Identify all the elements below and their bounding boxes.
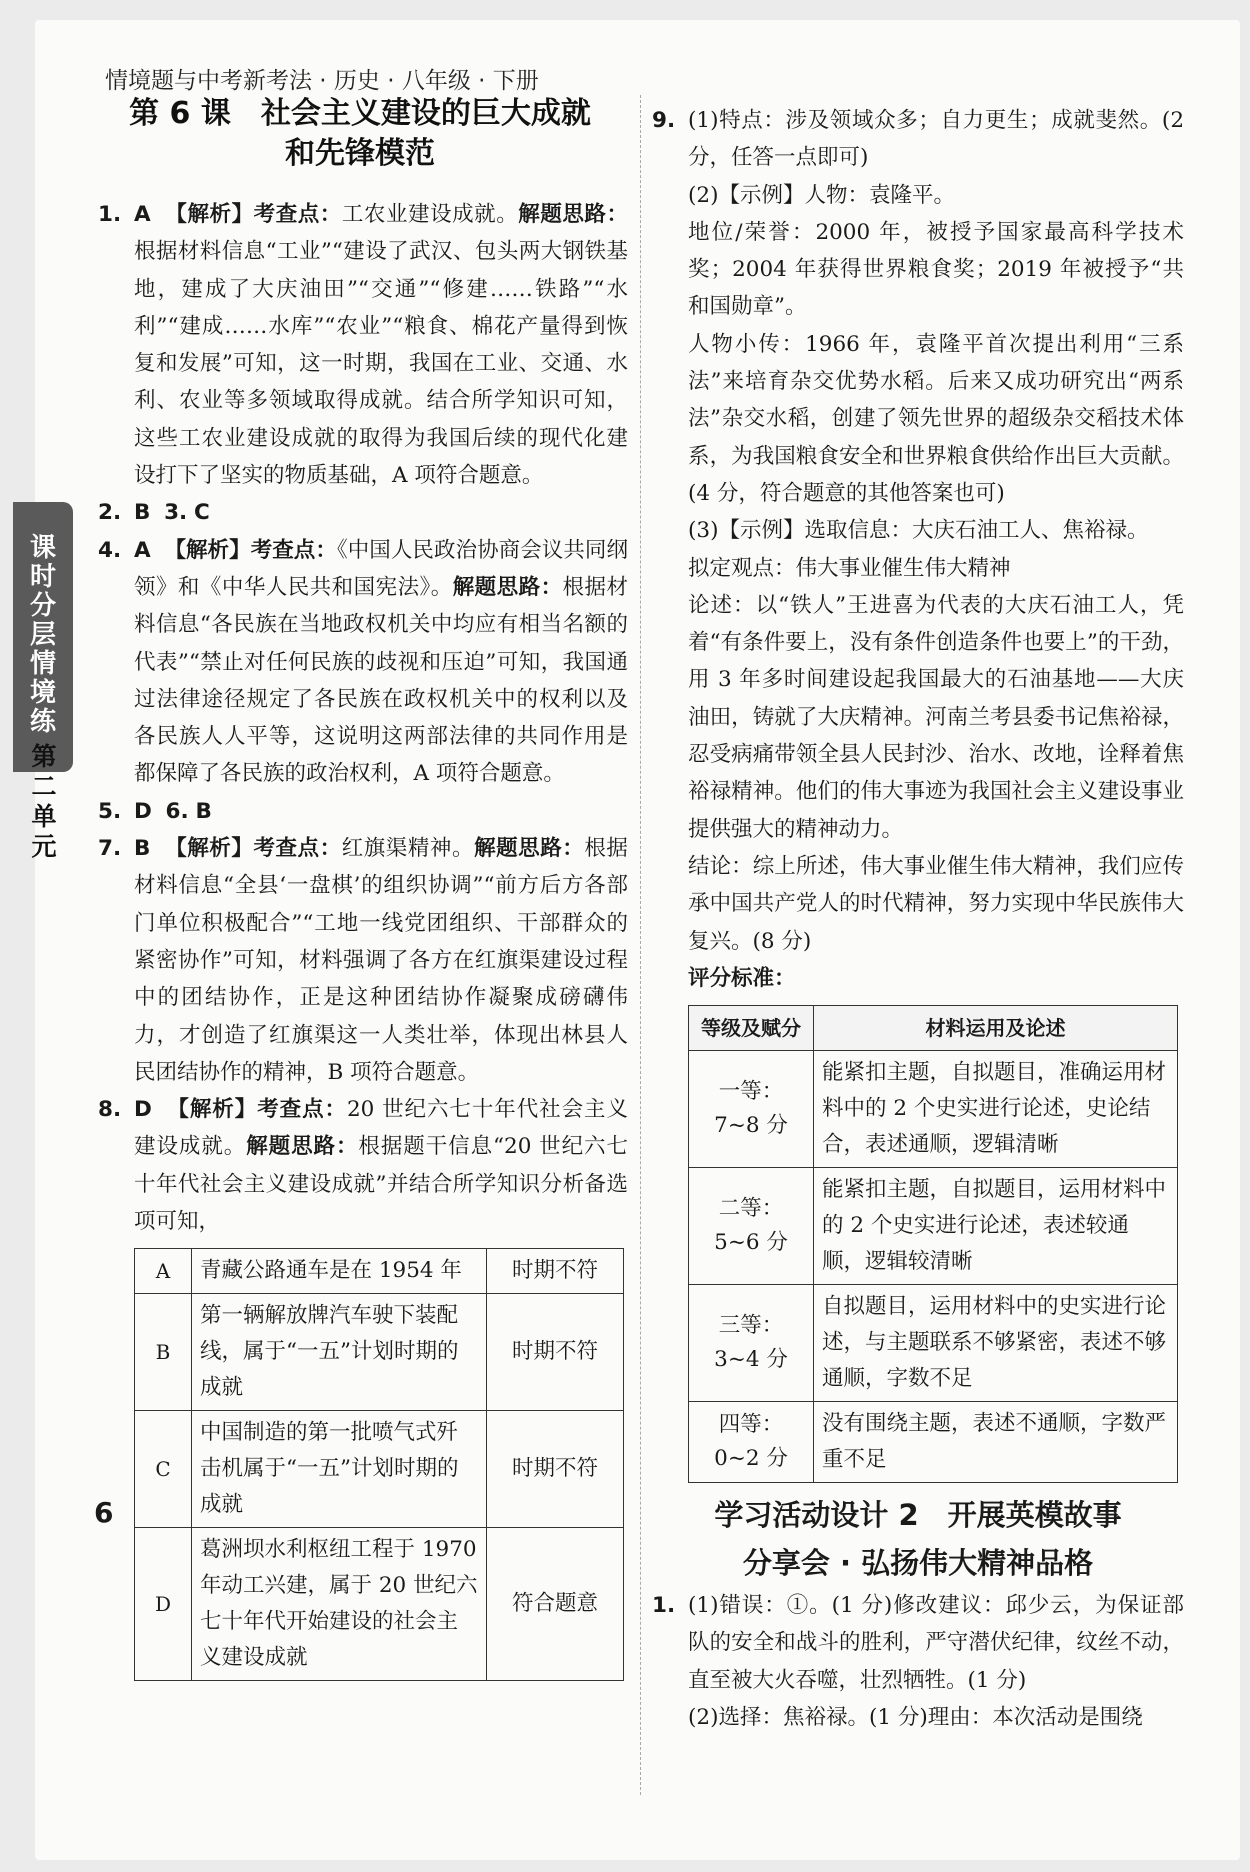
q8-kd: 20 世纪六七十年代社会主义建设成就。 [134,1097,628,1160]
grade-desc: 能紧扣主题，自拟题目，运用材料中的 2 个史实进行论述，表述较通顺，逻辑较清晰 [814,1168,1178,1285]
running-header: 情境题与中考新考法 · 历史 · 八年级 · 下册 [105,68,539,94]
answer-q2-q3 [98,494,628,531]
activity-title-line2: 分享会 · 弘扬伟大精神品格 [742,1546,1094,1581]
q4-sl-label: 解题思路： [452,574,563,600]
grade-desc: 能紧扣主题，自拟题目，准确运用材料中的 2 个史实进行论述，史论结合，表述通顺，逻辑清晰 [814,1051,1178,1168]
q7-kd-label: 考查点： [253,836,342,862]
option-judgement: 时期不符 [487,1294,624,1411]
q5-number: 5. [98,798,122,824]
lesson-title-line1: 第 6 课 社会主义建设的巨大成就 [129,96,591,131]
q1-answer: A [134,202,151,227]
score-table [688,1005,1178,1483]
grade-cell [689,1168,814,1285]
option-desc: 葛洲坝水利枢纽工程于 1970 年动工兴建，属于 20 世纪六七十年代开始建设的社会主义建设成就 [192,1528,487,1681]
option-letter: A [135,1249,192,1294]
grade-label: 三等： [718,1313,784,1339]
grade-points: 3~4 分 [714,1347,788,1373]
score-label: 评分标准： [688,965,796,991]
grade-label: 四等： [718,1412,784,1438]
option-desc: 第一辆解放牌汽车驶下装配线，属于“一五”计划时期的成就 [192,1294,487,1411]
q9-p1: (1)特点：涉及领域众多；自力更生；成就斐然。(2 分，任答一点即可) [688,108,1184,171]
q3-number: 3. [164,500,188,526]
q7-kd: 红旗渠精神。 [341,836,475,862]
q2-answer: B [134,500,151,526]
activity-q1 [652,1587,1184,1699]
q4-answer: A [134,537,151,563]
q1-analysis-tag: 【解析】 [165,202,254,227]
q9-p2: (2)【示例】人物：袁隆平。 [688,182,955,208]
table-header-row [689,1006,1178,1051]
q8-text: 根据题干信息“20 世纪六七十年代社会主义建设成就”并结合所学知识分析备选项可知， [134,1134,628,1235]
q8-number: 8. [98,1097,122,1123]
grade-points: 5~6 分 [714,1230,788,1256]
q9-p8: 结论：综上所述，伟大事业催生伟大精神，我们应传承中国共产党人的时代精神，努力实现中华民族伟大复兴。(8 分) [688,853,1184,954]
activity-q1-number: 1. [652,1593,676,1619]
table-row [689,1168,1178,1285]
activity-title-line1: 学习活动设计 2 开展英模故事 [714,1498,1122,1533]
q1-number: 1. [98,202,122,227]
q6-answer: B [195,798,212,824]
option-judgement: 符合题意 [487,1528,624,1681]
table-row [689,1051,1178,1168]
grade-points: 7~8 分 [714,1113,788,1139]
table-row [689,1402,1178,1483]
q9-p6: 拟定观点：伟大事业催生伟大精神 [688,555,1011,581]
answer-q4 [98,532,628,793]
q8-analysis-tag: 【解析】 [167,1097,258,1123]
column-divider [640,95,641,1795]
q4-number: 4. [98,537,122,563]
activity-q1-p2: (2)选择：焦裕禄。(1 分)理由：本次活动是围绕 [688,1705,1143,1731]
q7-number: 7. [98,836,122,862]
page-number: 6 [94,1496,114,1529]
q8-answer: D [134,1097,152,1123]
table-row [135,1249,624,1294]
option-desc: 中国制造的第一批喷气式歼击机属于“一五”计划时期的成就 [192,1411,487,1528]
q3-answer: C [194,500,210,526]
grade-cell [689,1051,814,1168]
q7-answer: B [134,836,151,862]
side-tab-label: 课时分层情境练 [29,533,56,737]
q7-sl-label: 解题思路： [474,836,585,862]
q1-text: 根据材料信息“工业”“建设了武汉、包头两大钢铁基地，建成了大庆油田”“交通”“修建……铁路”“水利”“建成……水库”“农业”“粮食、棉花产量得到恢复和发展”可知，这一时期，我国在工业、交通、水利、农业等多领域取得成就。结合所学知识可知，这些工农业建设成就的取得为我国后续的现代化建设打下了坚实的物质基础，A 项符合题意。 [134,239,628,489]
q8-sl-label: 解题思路： [246,1134,359,1160]
q9-p7: 论述：以“铁人”王进喜为代表的大庆石油工人，凭着“有条件要上，没有条件创造条件也要上”的干劲，用 3 年多时间建设起我国最大的石油基地——大庆油田，铸就了大庆精神。河南兰考县委书记焦裕禄，忍受病痛带领全县人民封沙、治水、改地，诠释着焦裕禄精神。他们的伟大事迹为我国社会主义建设事业提供强大的精神动力。 [688,592,1184,842]
q9-p3: 地位/荣誉：2000 年，被授予国家最高科学技术奖；2004 年获得世界粮食奖；2019 年被授予“共和国勋章”。 [688,219,1184,320]
q4-text: 根据材料信息“各民族在当地政权机关中均应有相当名额的代表”“禁止对任何民族的歧视和压迫”可知，我国通过法律途径规定了各民族在政权机关中的权利以及各民族人人平等，这说明这两部法律的共同作用是都保障了各民族的政治权利，A 项符合题意。 [134,574,628,787]
q7-analysis-tag: 【解析】 [165,836,254,862]
grade-desc: 自拟题目，运用材料中的史实进行论述，与主题联系不够紧密，表述不够通顺，字数不足 [814,1285,1178,1402]
left-column [98,196,628,1681]
grade-label: 二等： [718,1196,784,1222]
q8-options-table [134,1248,624,1681]
option-letter: C [135,1411,192,1528]
q7-text: 根据材料信息“全县‘一盘棋’的组织协调”“前方后方各部门单位积极配合”“工地一线党团组织、干部群众的紧密协作”可知，材料强调了各方在红旗渠建设过程中的团结协作，正是这种团结协作凝聚成磅礴伟力，才创造了红旗渠这一人类壮举，体现出林县人民团结协作的精神，B 项符合题意。 [134,836,628,1085]
side-unit-label [22,742,66,862]
q6-number: 6. [165,798,189,824]
q1-kd: 工农业建设成就。 [341,202,519,227]
q1-sl-label: 解题思路： [518,202,628,227]
q9-number: 9. [652,108,676,133]
q4-kd-label: 考查点： [250,537,337,563]
grade-points: 0~2 分 [714,1446,788,1472]
grade-cell [689,1402,814,1483]
unit-label-text: 第二单元 [31,742,57,861]
q4-analysis-tag: 【解析】 [164,537,251,563]
lesson-title-line2: 和先锋模范 [285,136,435,171]
side-tab [13,502,73,772]
score-col-desc: 材料运用及论述 [814,1006,1178,1051]
option-letter: D [135,1528,192,1681]
table-row [135,1411,624,1528]
answer-q5-q6 [98,793,628,830]
q8-kd-label: 考查点： [257,1097,347,1123]
table-row [135,1528,624,1681]
answer-q9-part1 [652,102,1184,177]
q9-p5: (3)【示例】选取信息：大庆石油工人、焦裕禄。 [688,518,1149,544]
table-row [135,1294,624,1411]
answer-q8 [98,1091,628,1240]
score-col-grade: 等级及赋分 [689,1006,814,1051]
q1-kd-label: 考查点： [253,202,342,227]
answer-q1 [98,196,628,494]
q9-p4: 人物小传：1966 年，袁隆平首次提出利用“三系法”来培育杂交优势水稻。后来又成功研究出“两系法”杂交水稻，创建了领先世界的超级杂交稻技术体系，为我国粮食安全和世界粮食供给作出巨大贡献。(4 分，符合题意的其他答案也可) [688,331,1184,506]
q2-number: 2. [98,500,122,526]
q4-kd: 《中国人民政治协商会议共同纲领》和《中华人民共和国宪法》。 [134,537,628,600]
activity-q1-p1: (1)错误：①。(1 分)修改建议：邱少云，为保证部队的安全和战斗的胜利，严守潜伏纪律，纹丝不动，直至被大火吞噬，壮烈牺牲。(1 分) [688,1593,1184,1693]
table-row [689,1285,1178,1402]
option-letter: B [135,1294,192,1411]
grade-desc: 没有围绕主题，表述不通顺，字数严重不足 [814,1402,1178,1483]
option-judgement: 时期不符 [487,1411,624,1528]
answer-q7 [98,830,628,1091]
right-column [652,102,1184,1736]
option-judgement: 时期不符 [487,1249,624,1294]
grade-cell [689,1285,814,1402]
q5-answer: D [134,798,152,824]
grade-label: 一等： [718,1079,784,1105]
option-desc: 青藏公路通车是在 1954 年 [192,1249,487,1294]
